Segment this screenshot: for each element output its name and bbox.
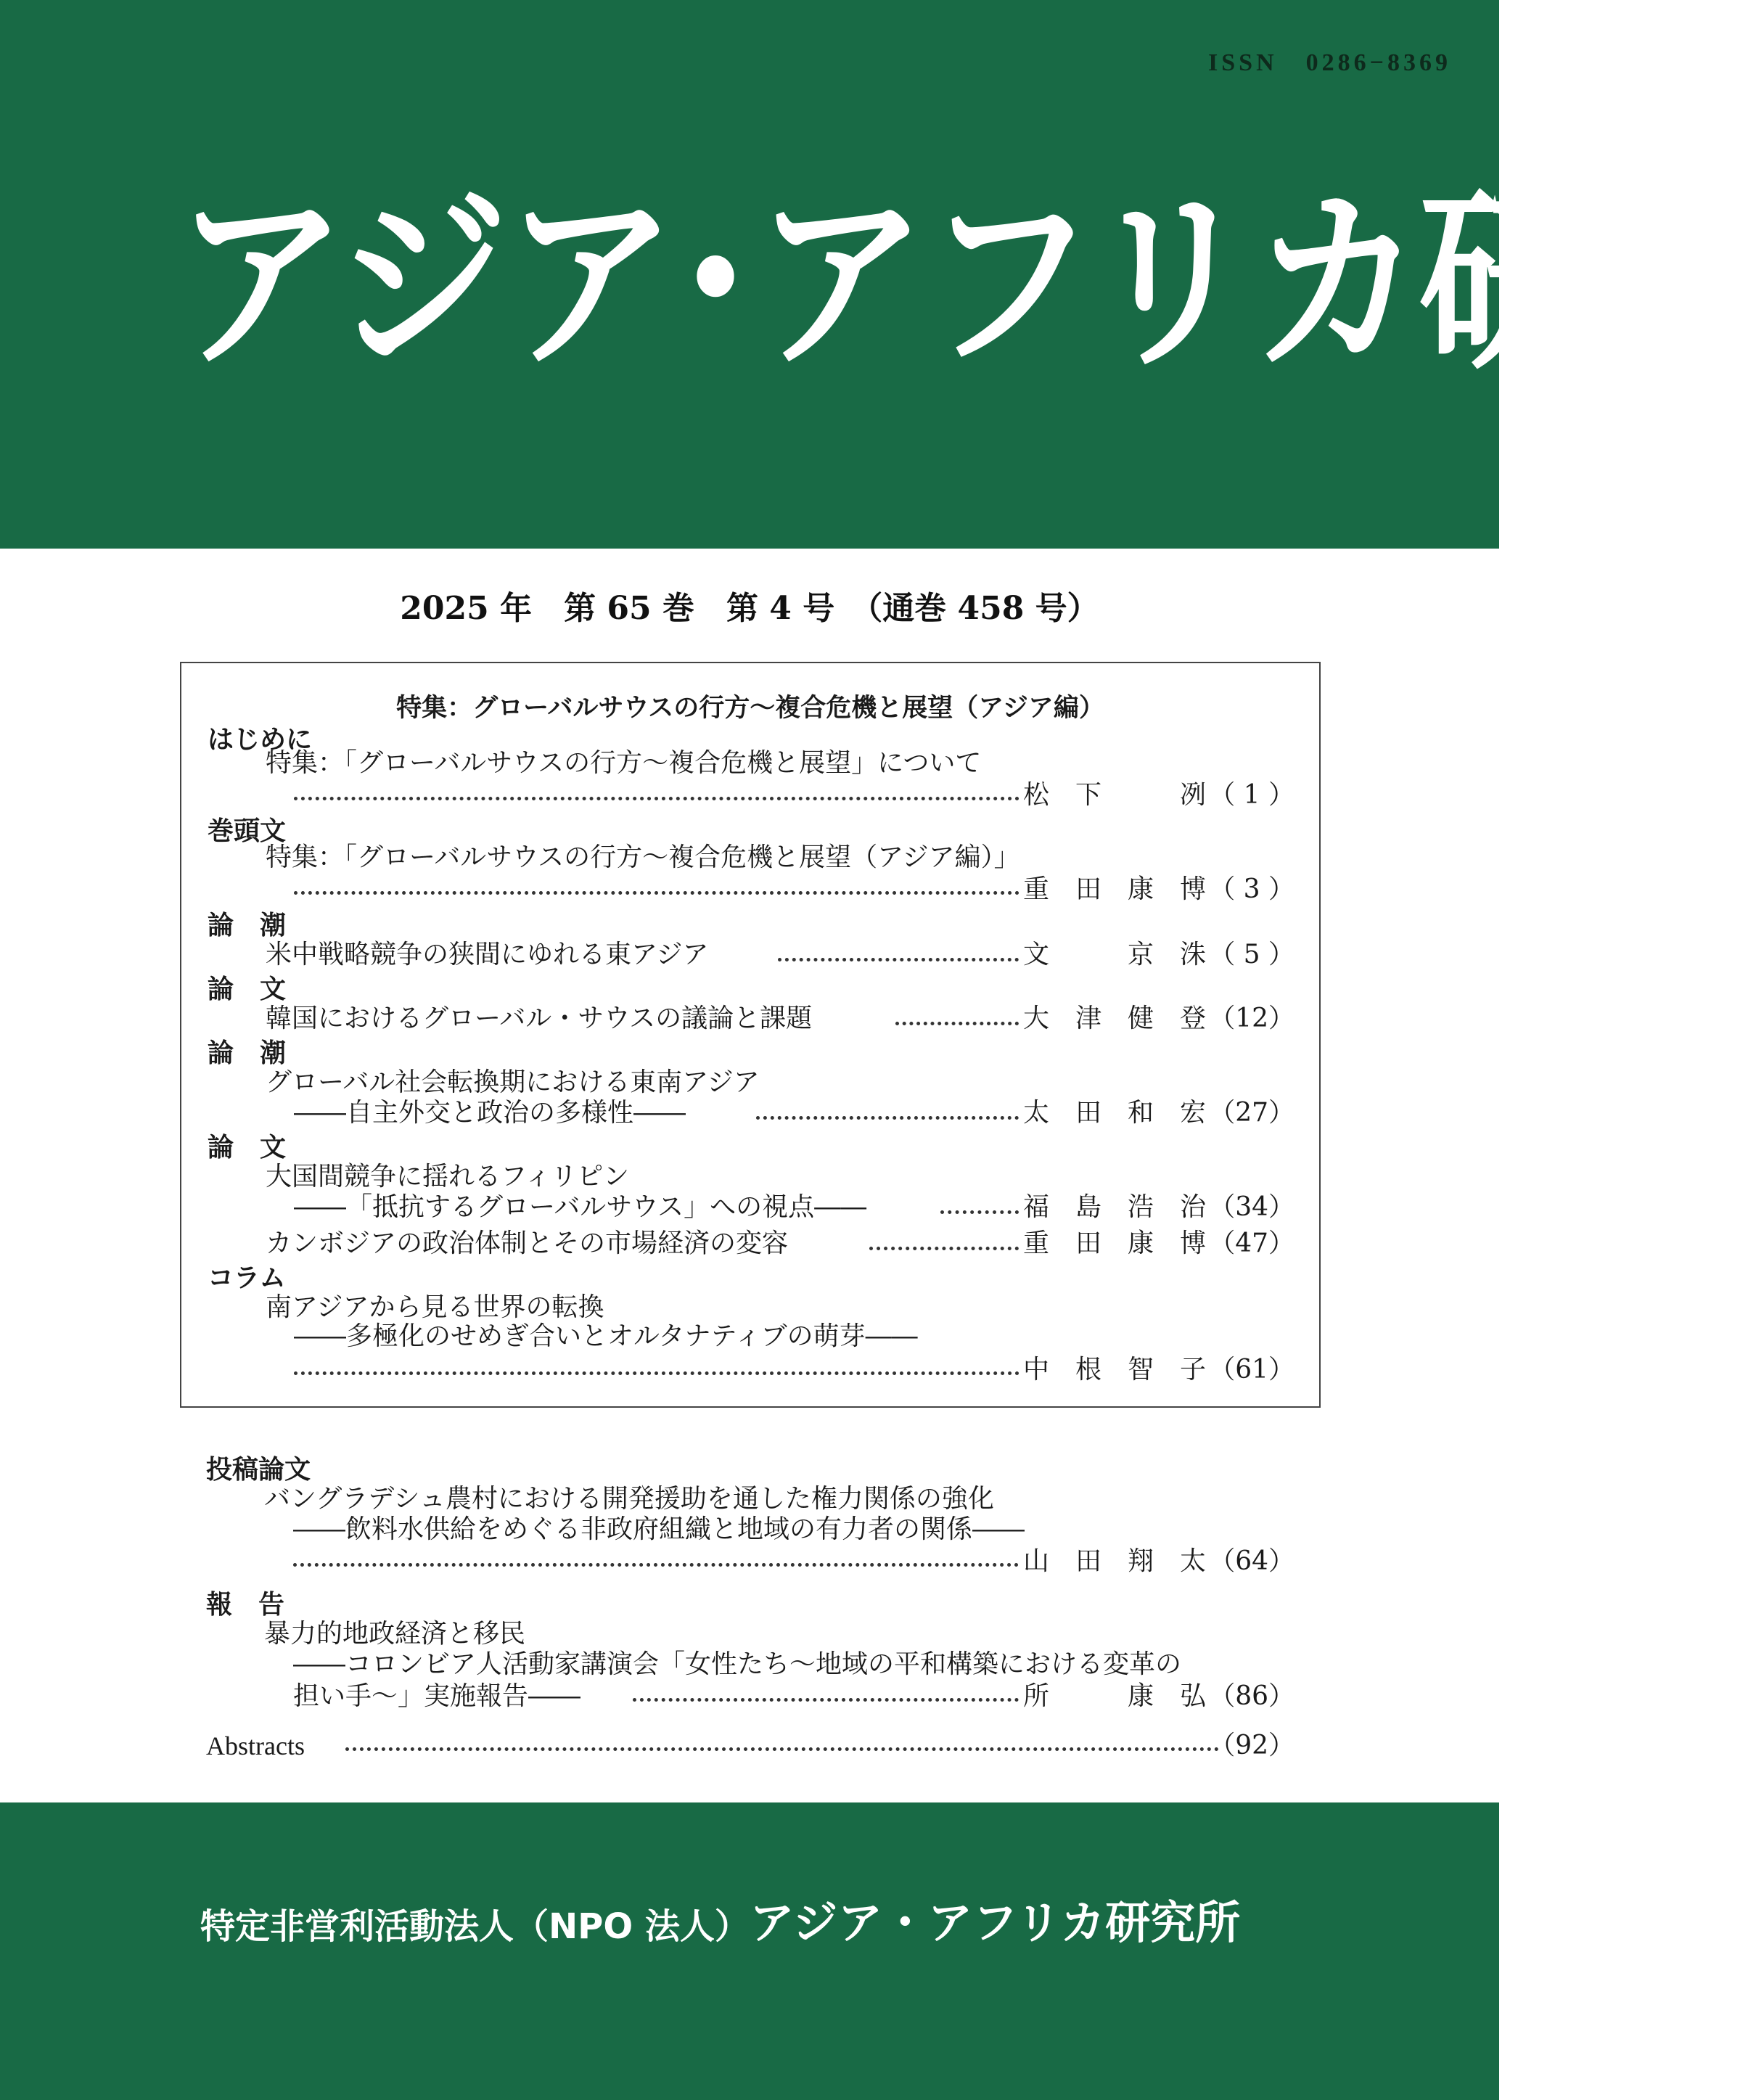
toc-entry-page: （86） — [1209, 1681, 1295, 1711]
toc-entry-title: バングラデシュ農村における開発援助を通した権力関係の強化 — [264, 1484, 994, 1514]
toc-entry-title: グローバル社会転換期における東南アジア — [266, 1067, 760, 1097]
leader-dots — [293, 1563, 1019, 1567]
toc-entry-page: （ 3 ） — [1209, 874, 1295, 904]
leader-dots — [294, 891, 1019, 895]
toc-entry-page: （34） — [1209, 1192, 1295, 1222]
section-heading: 投稿論文 — [206, 1455, 311, 1485]
toc-entry-author: 文 京洙 — [1023, 940, 1233, 969]
toc-entry-author: 山田翔太 — [1023, 1546, 1233, 1576]
toc-entry-title: 韓国におけるグローバル・サウスの議論と課題 — [266, 1004, 813, 1033]
abstracts-label: Abstracts — [206, 1731, 305, 1760]
toc-entry-page: （12） — [1209, 1004, 1295, 1033]
leader-dots — [940, 1210, 1019, 1214]
toc-entry-subtitle: ――多極化のせめぎ合いとオルタナティブの萌芽―― — [294, 1321, 918, 1351]
toc-entry-author: 重田康博 — [1023, 1229, 1233, 1258]
toc-entry-subtitle: 担い手〜」実施報告―― — [293, 1681, 581, 1711]
toc-entry-author: 大津健登 — [1023, 1004, 1233, 1033]
toc-entry-author: 太田和宏 — [1023, 1098, 1233, 1128]
toc-entry-page: （47） — [1209, 1229, 1295, 1258]
feature-toc-box — [180, 662, 1321, 1408]
toc-entry-title: カンボジアの政治体制とその市場経済の変容 — [266, 1229, 789, 1258]
toc-entry-subtitle: ――自主外交と政治の多様性―― — [294, 1098, 686, 1128]
section-heading: 報 告 — [206, 1590, 285, 1620]
toc-entry-page: （ 5 ） — [1209, 940, 1295, 969]
toc-entry-author: 所 康弘 — [1023, 1681, 1233, 1711]
toc-entry-page: （64） — [1209, 1546, 1295, 1576]
toc-entry-author: 松下 冽 — [1023, 780, 1233, 810]
leader-dots — [633, 1698, 1019, 1702]
toc-entry-title: 大国間競争に揺れるフィリピン — [266, 1162, 630, 1191]
section-heading: 論 潮 — [208, 911, 287, 940]
toc-entry-author: 重田康博 — [1023, 874, 1233, 904]
toc-entry-subtitle: ――コロンビア人活動家講演会「女性たち〜地域の平和構築における変革の — [293, 1649, 1182, 1679]
bottom-green-band — [0, 1802, 1499, 2100]
section-heading: コラム — [208, 1263, 286, 1293]
leader-dots — [895, 1022, 1019, 1025]
leader-dots — [294, 797, 1019, 800]
publisher-line — [200, 1887, 1240, 1951]
section-heading: はじめに — [208, 725, 313, 755]
toc-entry-title: 特集：「グローバルサウスの行方〜複合危機と展望」について — [266, 748, 982, 778]
toc-entry-author: 福島浩治 — [1023, 1192, 1233, 1222]
toc-entry-subtitle: ――「抵抗するグローバルサウス」への視点―― — [294, 1192, 867, 1222]
toc-entry-page: （61） — [1209, 1355, 1295, 1385]
leader-dots — [778, 958, 1019, 961]
toc-entry-title: 南アジアから見る世界の転換 — [266, 1292, 604, 1322]
section-heading: 論 潮 — [208, 1038, 287, 1068]
toc-entry-title: 米中戦略競争の狭間にゆれる東アジア — [266, 940, 709, 969]
abstracts-page: （92） — [1209, 1731, 1295, 1760]
journal-title: アジア･アフリカ研究 — [174, 171, 1756, 396]
toc-entry-page: （ 1 ） — [1209, 780, 1295, 810]
leader-dots — [345, 1747, 1219, 1751]
feature-title: 特集：グローバルサウスの行方〜複合危機と展望（アジア編） — [396, 694, 1104, 723]
leader-dots — [294, 1371, 1019, 1375]
toc-entry-page: （27） — [1209, 1098, 1295, 1128]
toc-entry-title: 特集：「グローバルサウスの行方〜複合危機と展望（アジア編）」 — [266, 842, 1020, 872]
section-heading: 巻頭文 — [208, 816, 287, 846]
toc-entry-author: 中根智子 — [1023, 1355, 1233, 1385]
toc-entry-subtitle: ――飲料水供給をめぐる非政府組織と地域の有力者の関係―― — [293, 1514, 1025, 1544]
publisher-name: アジア・アフリカ研究所 — [749, 1896, 1241, 1949]
leader-dots — [756, 1116, 1019, 1120]
top-green-band — [0, 0, 1756, 549]
leader-dots — [869, 1247, 1019, 1250]
issn-number: ISSN 0286−8369 — [1208, 49, 1451, 76]
section-heading: 論 文 — [208, 975, 287, 1004]
publisher-prefix: 特定非営利活動法人（NPO 法人） — [200, 1906, 750, 1947]
volume-issue-line: 2025 年 第 65 巻 第 4 号 （通巻 458 号） — [400, 590, 1099, 627]
section-heading: 論 文 — [208, 1133, 287, 1162]
toc-entry-title: 暴力的地政経済と移民 — [264, 1619, 526, 1649]
